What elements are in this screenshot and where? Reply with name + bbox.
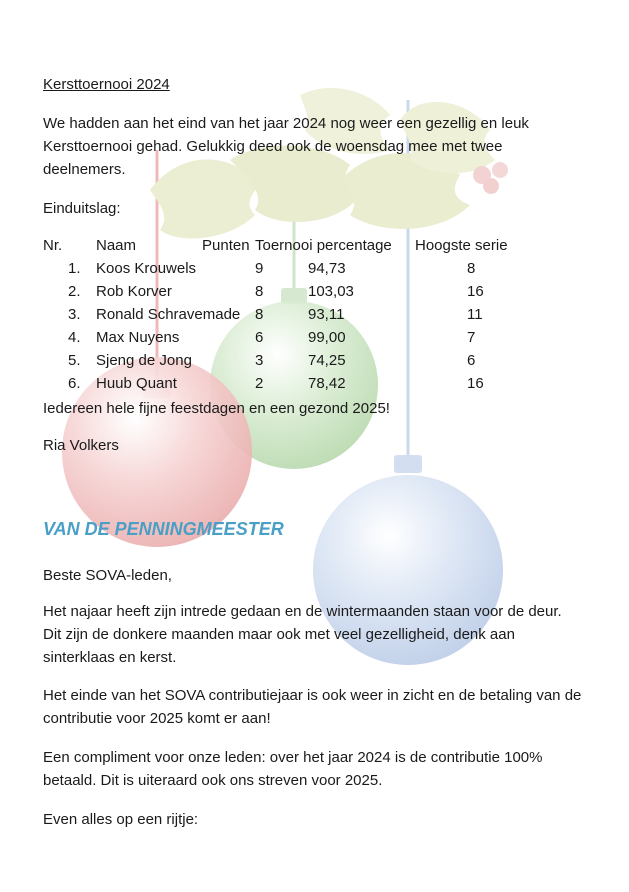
closing-line: Iedereen hele fijne feestdagen en een gezond 2025!	[43, 400, 390, 417]
intro-paragraph	[43, 112, 529, 181]
text-line: contributie voor 2025 komt er aan!	[43, 710, 271, 727]
row-percentage: 78,42	[308, 375, 346, 392]
row-percentage: 93,11	[308, 306, 345, 323]
text-line: Een compliment voor onze leden: over het jaar 2024 is de contributie 100%	[43, 749, 543, 766]
header-naam: Naam	[96, 237, 137, 254]
row-name: Sjeng de Jong	[96, 352, 192, 369]
row-high-run: 16	[467, 375, 484, 392]
row-points: 9	[255, 260, 264, 277]
results-table-header	[0, 234, 629, 257]
text-line: betaald. Dit is uiteraard ook ons streven voor 2025.	[43, 772, 383, 789]
treasurer-paragraph-4: Even alles op een rijtje:	[43, 811, 199, 828]
row-points: 6	[255, 329, 264, 346]
text-line: sinterklaas en kerst.	[43, 649, 177, 666]
row-high-run: 16	[467, 283, 484, 300]
header-hoogste-serie: Hoogste serie	[415, 237, 508, 254]
row-high-run: 11	[467, 306, 483, 323]
text-line: Kersttoernooi gehad. Gelukkig deed ook de woensdag mee met twee	[43, 138, 503, 155]
greeting: Beste SOVA-leden,	[43, 567, 172, 584]
row-percentage: 94,73	[308, 260, 346, 277]
table-row	[0, 349, 629, 372]
text-line: deelnemers.	[43, 161, 126, 178]
treasurer-paragraph-2	[43, 684, 581, 730]
article-title: Kersttoernooi 2024	[43, 76, 170, 93]
table-row	[0, 372, 629, 395]
section-heading: VAN DE PENNINGMEESTER	[43, 519, 284, 539]
row-points: 8	[255, 306, 264, 323]
table-row	[0, 280, 629, 303]
row-points: 2	[255, 375, 264, 392]
row-percentage: 103,03	[308, 283, 354, 300]
row-rank: 5.	[68, 352, 81, 369]
header-nr: Nr.	[43, 237, 63, 254]
text-line: Het einde van het SOVA contributiejaar is ook weer in zicht en de betaling van de	[43, 687, 582, 704]
row-rank: 6.	[68, 375, 81, 392]
row-percentage: 74,25	[308, 352, 346, 369]
row-name: Huub Quant	[96, 375, 177, 392]
header-percentage: Toernooi percentage	[255, 237, 392, 254]
row-rank: 2.	[68, 283, 81, 300]
row-points: 8	[255, 283, 264, 300]
row-high-run: 7	[467, 329, 476, 346]
row-rank: 4.	[68, 329, 81, 346]
row-rank: 3.	[68, 306, 81, 323]
text-line: Dit zijn de donkere maanden maar ook met veel gezelligheid, denk aan	[43, 626, 515, 643]
row-name: Ronald Schravemade	[96, 306, 241, 323]
text-line: We hadden aan het eind van het jaar 2024 nog weer een gezellig en leuk	[43, 115, 529, 132]
results-heading: Einduitslag:	[43, 200, 121, 217]
row-name: Max Nuyens	[96, 329, 180, 346]
author-name: Ria Volkers	[43, 437, 119, 454]
treasurer-paragraph-3	[43, 746, 542, 792]
row-name: Rob Korver	[96, 283, 172, 300]
row-high-run: 6	[467, 352, 476, 369]
table-row	[0, 326, 629, 349]
treasurer-paragraph-1	[43, 600, 562, 669]
table-row	[0, 257, 629, 280]
row-high-run: 8	[467, 260, 476, 277]
table-row	[0, 303, 629, 326]
text-line: Het najaar heeft zijn intrede gedaan en de wintermaanden staan voor de deur.	[43, 603, 562, 620]
row-percentage: 99,00	[308, 329, 346, 346]
row-name: Koos Krouwels	[96, 260, 197, 277]
header-punten: Punten	[202, 237, 250, 254]
row-points: 3	[255, 352, 264, 369]
row-rank: 1.	[68, 260, 81, 277]
